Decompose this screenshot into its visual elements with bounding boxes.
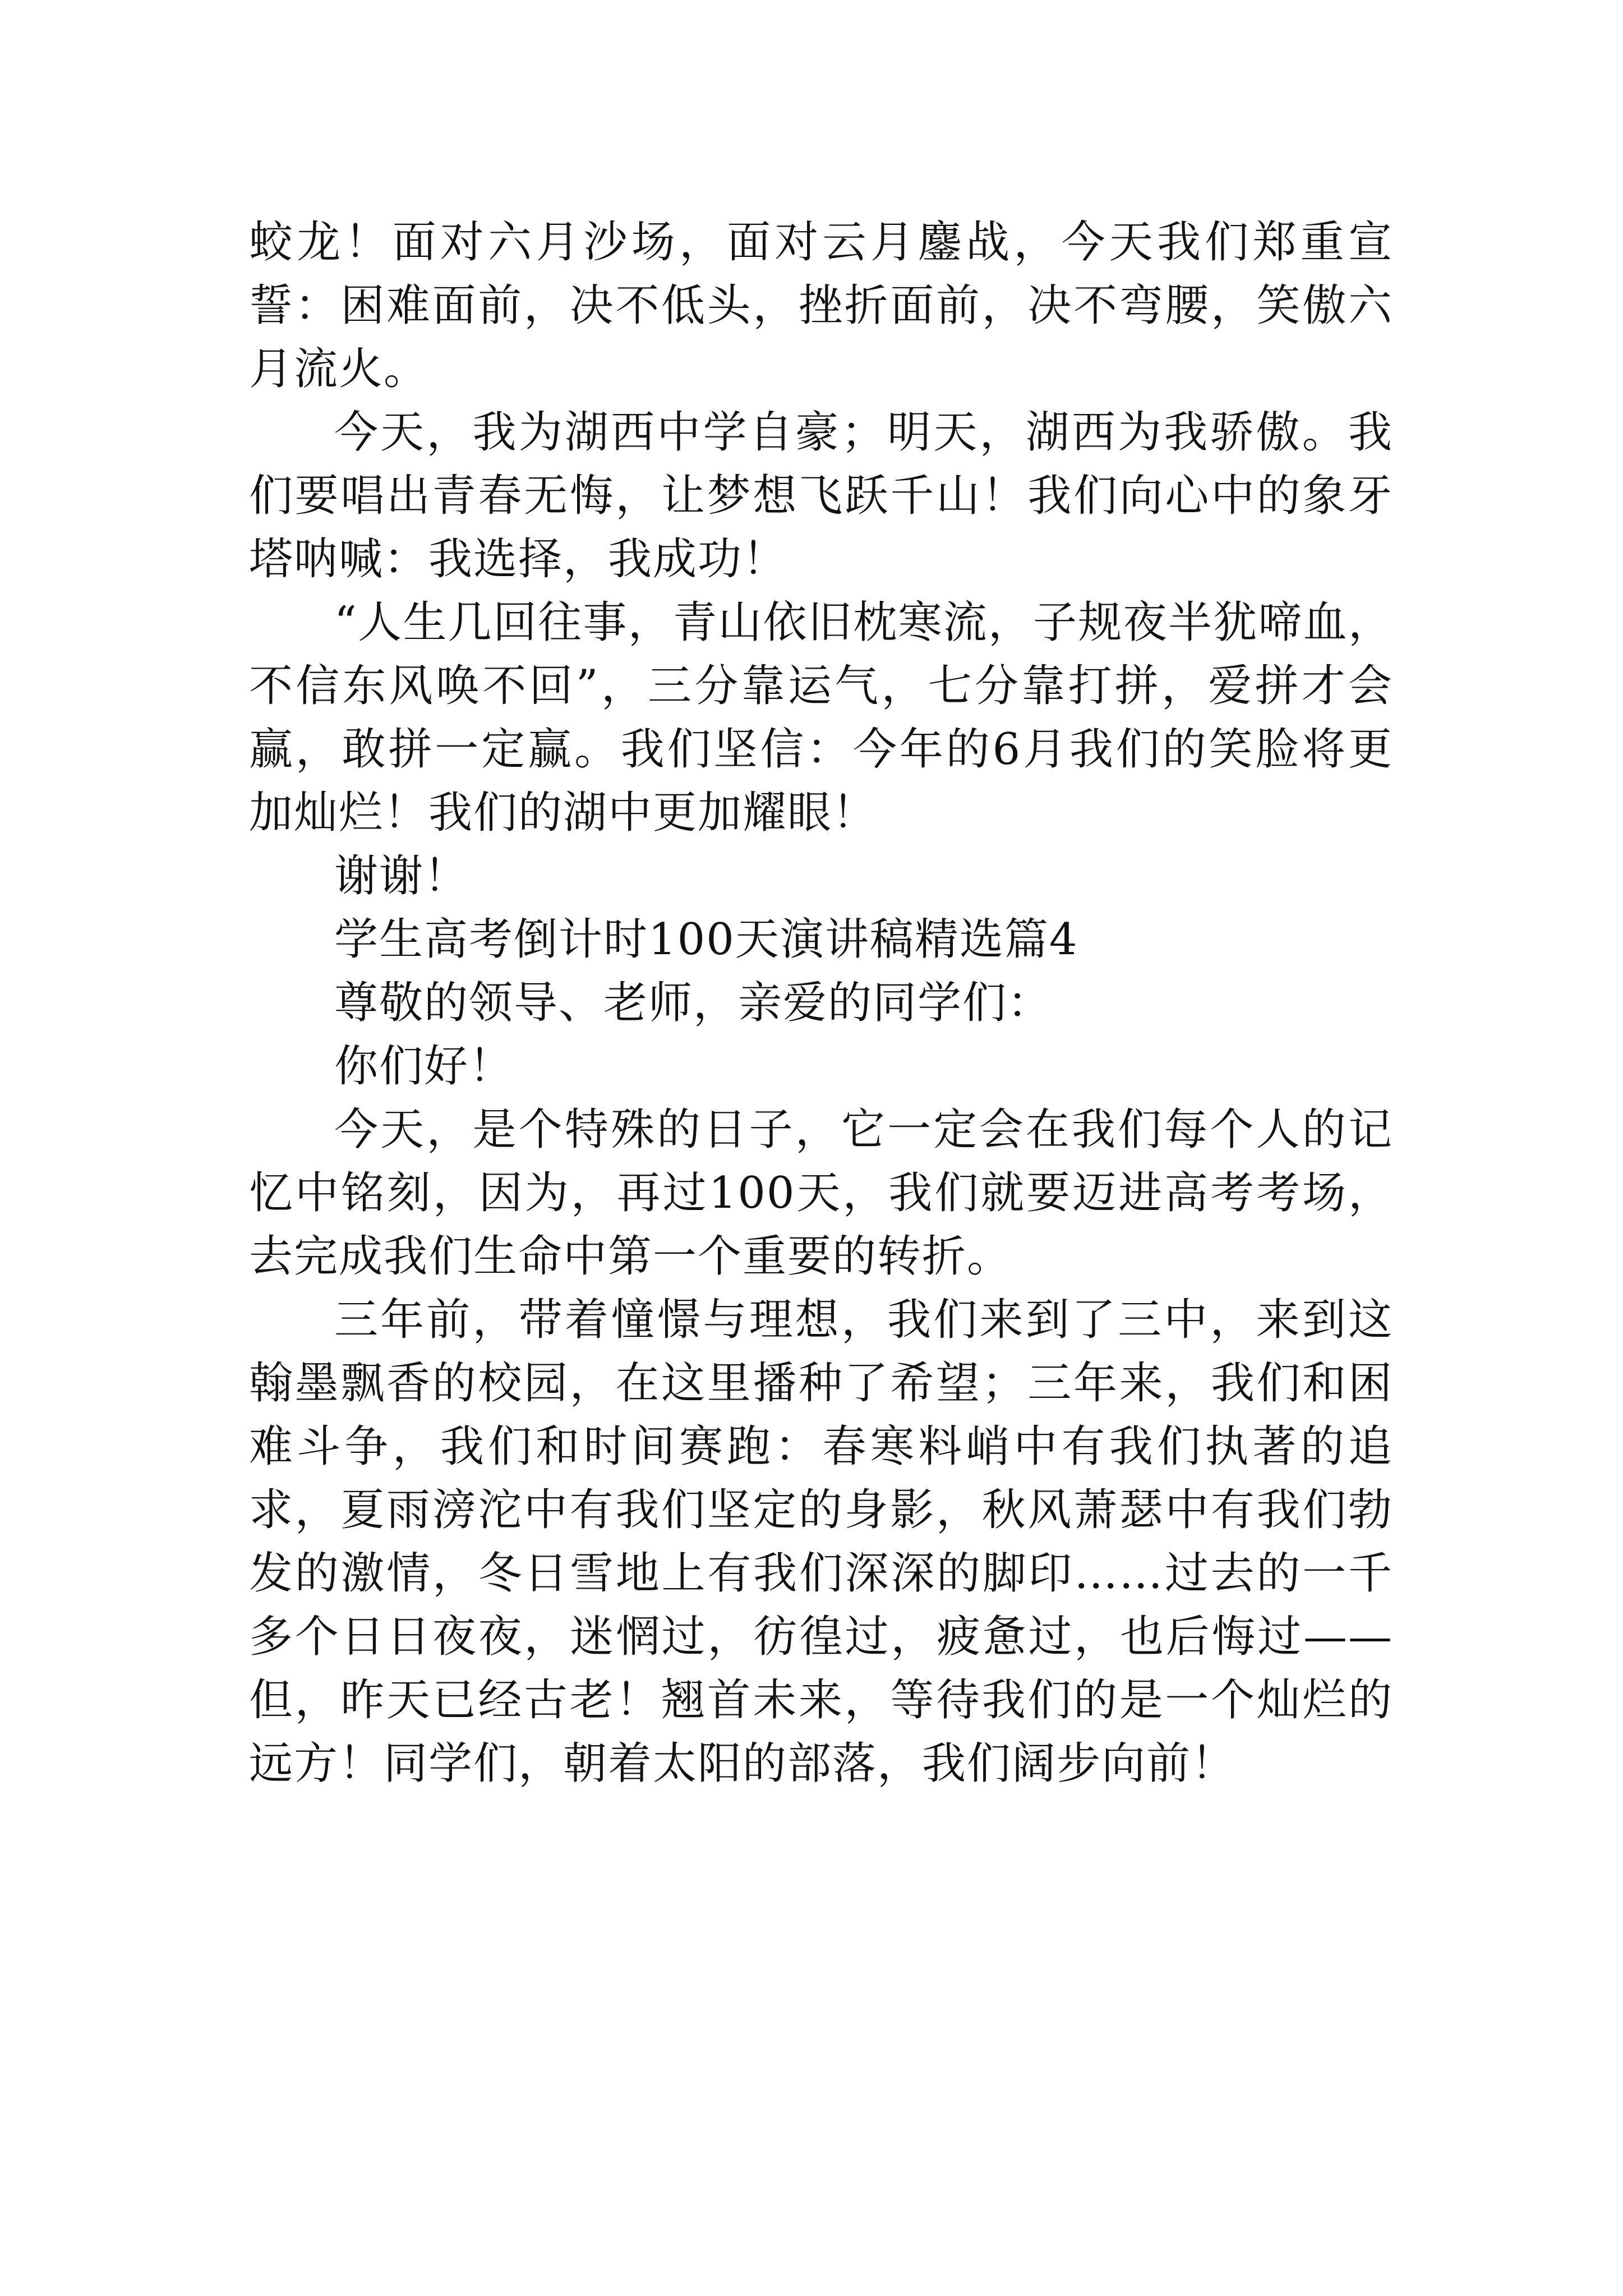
document-body (249, 211, 1393, 1796)
paragraph: 三年前，带着憧憬与理想，我们来到了三中，来到这翰墨飘香的校园，在这里播种了希望；三年来，我们和困难斗争，我们和时间赛跑：春寒料峭中有我们执著的追求，夏雨滂沱中有我们坚定的身影，秋风萧瑟中有我们勃发的激情，冬日雪地上有我们深深的脚印……过去的一千多个日日夜夜，迷惘过，彷徨过，疲惫过，也后悔过——但，昨天已经古老！翘首未来，等待我们的是一个灿烂的远方！同学们，朝着太阳的部落，我们阔步向前！ (249, 1295, 1393, 1789)
paragraph: “人生几回往事，青山依旧枕寒流，子规夜半犹啼血，不信东风唤不回”，三分靠运气，七分靠打拼，爱拼才会赢，敢拼一定赢。我们坚信：今年的6月我们的笑脸将更加灿烂！我们的湖中更加耀眼！ (249, 597, 1393, 838)
paragraph: 谢谢！ (334, 851, 469, 901)
paragraph: 蛟龙！面对六月沙场，面对云月鏖战，今天我们郑重宣誓：困难面前，决不低头，挫折面前，决不弯腰，笑傲六月流火。 (249, 217, 1393, 394)
paragraph: 今天，我为湖西中学自豪；明天，湖西为我骄傲。我们要唱出青春无悔，让梦想飞跃千山！我们向心中的象牙塔呐喊：我选择，我成功！ (249, 407, 1393, 585)
salutation: 尊敬的领导、老师，亲爱的同学们： (334, 978, 1053, 1028)
paragraph: 今天，是个特殊的日子，它一定会在我们每个人的记忆中铭刻，因为，再过100天，我们就要迈进高考考场，去完成我们生命中第一个重要的转折。 (249, 1105, 1393, 1282)
greeting: 你们好！ (334, 1041, 514, 1092)
section-title: 学生高考倒计时100天演讲稿精选篇4 (334, 914, 1078, 965)
